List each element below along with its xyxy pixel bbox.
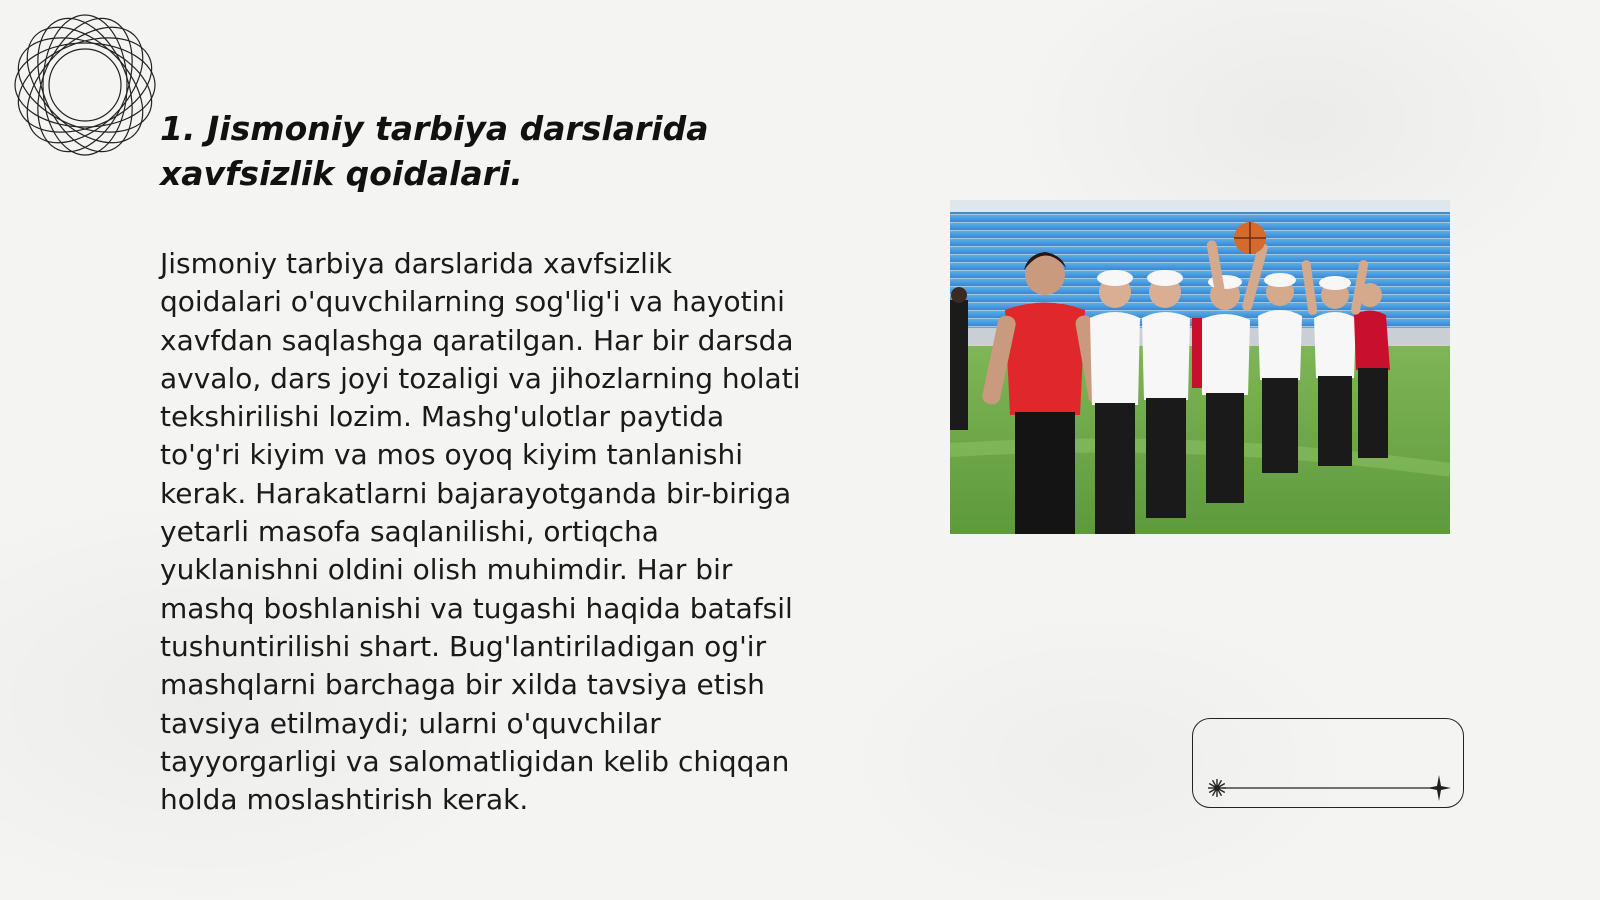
four-point-star-icon	[1427, 775, 1451, 801]
slide-title	[160, 106, 860, 196]
body-line: mashqlarni barchaga bir xilda tavsiya etish	[160, 668, 765, 702]
body-line: yuklanishni oldini olish muhimdir. Har bir	[160, 553, 733, 587]
circle-rosette-icon	[10, 10, 160, 160]
body-line: yetarli masofa saqlanilishi, ortiqcha	[160, 515, 659, 549]
body-line: tushuntirilishi shart. Bug'lantiriladigan og'ir	[160, 629, 767, 663]
body-line: qoidalari o'quvchilarning sog'lig'i va hayotini	[160, 285, 785, 319]
body-line: mashq boshlanishi va tugashi haqida batafsil	[160, 591, 793, 625]
body-line: tekshirilishi lozim. Mashg'ulotlar paytida	[160, 400, 725, 434]
title-line-1: 1. Jismoniy tarbiya darslarida	[160, 109, 709, 148]
stadium-photo	[950, 200, 1450, 534]
title-line-2: xavfsizlik qoidalari.	[160, 154, 523, 193]
body-line: xavfdan saqlashga qaratilgan. Har bir darsda	[160, 323, 794, 357]
body-line: to'g'ri kiyim va mos oyoq kiyim tanlanishi	[160, 438, 743, 472]
body-line: kerak. Harakatlarni bajarayotganda bir-biriga	[160, 476, 792, 510]
body-line: Jismoniy tarbiya darslarida xavfsizlik	[160, 247, 672, 280]
body-line: tayyorgarligi va salomatligidan kelib chiqqan	[160, 744, 790, 778]
body-line: tavsiya etilmaydi; ularni o'quvchilar	[160, 706, 661, 740]
body-paragraph	[160, 245, 850, 819]
body-line: avvalo, dars joyi tozaligi va jihozlarning holati	[160, 361, 801, 395]
body-line: holda moslashtirish kerak.	[160, 783, 529, 817]
decorative-frame	[1192, 718, 1464, 808]
